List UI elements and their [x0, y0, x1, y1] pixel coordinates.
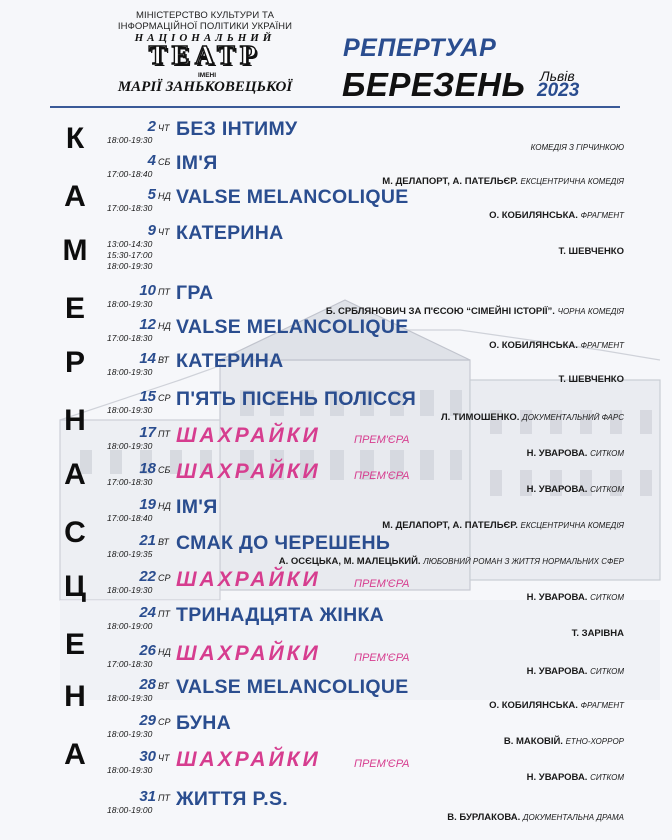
showtimes — [107, 135, 152, 146]
stage-letter: К — [65, 122, 85, 155]
showtime: 18:00-19:35 — [107, 549, 153, 559]
stage-letter: Н — [64, 680, 86, 713]
showtimes — [107, 765, 152, 776]
showtime: 18:00-19:30 — [107, 405, 153, 415]
play-title: КАТЕРИНА — [176, 350, 284, 372]
showtime: 17:00-18:30 — [107, 203, 153, 213]
author-genre-line — [489, 210, 624, 221]
date-block — [100, 712, 172, 730]
date-block — [100, 118, 172, 136]
date-block — [100, 388, 172, 406]
stage-letter: Ц — [64, 570, 86, 603]
showtime: 18:00-19:30 — [107, 135, 153, 145]
showtime: 18:00-19:30 — [107, 693, 153, 703]
premiere-label: ПРЕМ'ЄРА — [354, 434, 410, 446]
author-genre-line — [489, 700, 624, 711]
day-number: 28 — [139, 676, 156, 693]
author-genre-line — [279, 556, 624, 567]
author-name: Т. ШЕВЧЕНКО — [558, 246, 624, 257]
author-genre-line — [441, 412, 624, 423]
date-block — [100, 496, 172, 514]
genre-label: СИТКОМ — [590, 485, 624, 494]
ministry-line-2: ІНФОРМАЦІЙНОЇ ПОЛІТИКИ УКРАЇНИ — [117, 21, 293, 32]
play-title: БУНА — [176, 712, 232, 734]
day-number: 18 — [139, 460, 156, 477]
premiere-label: ПРЕМ'ЄРА — [354, 758, 410, 770]
day-number: 22 — [139, 568, 156, 585]
play-title: ІМ'Я — [176, 152, 218, 174]
showtimes — [107, 621, 152, 632]
play-title: КАТЕРИНА — [176, 222, 284, 244]
showtimes — [107, 729, 152, 740]
stage-letter: А — [64, 180, 86, 213]
genre-label: ДОКУМЕНТАЛЬНИЙ ФАРС — [522, 413, 624, 422]
day-number: 4 — [147, 152, 156, 169]
weekday-label: ПТ — [158, 287, 171, 297]
showtime: 13:00-14:30 — [107, 239, 153, 249]
day-number: 26 — [139, 642, 156, 659]
date-block — [100, 350, 172, 368]
author-genre-line — [382, 520, 624, 531]
play-title: ІМ'Я — [176, 496, 218, 518]
genre-label: СИТКОМ — [590, 593, 624, 602]
date-block — [100, 604, 172, 622]
date-block — [100, 788, 172, 806]
month-title: БЕРЕЗЕНЬ — [342, 66, 526, 103]
day-number: 10 — [139, 282, 156, 299]
play-title: П'ЯТЬ ПІСЕНЬ ПОЛІССЯ — [176, 388, 417, 410]
genre-label: ФРАГМЕНТ — [580, 701, 624, 710]
showtimes — [107, 513, 152, 524]
genre-label: СИТКОМ — [590, 773, 624, 782]
showtimes — [107, 549, 152, 560]
showtimes — [107, 477, 152, 488]
genre-label: КОМЕДІЯ З ГІРЧИНКОЮ — [530, 143, 624, 152]
genre-label: ЕКСЦЕНТРИЧНА КОМЕДІЯ — [520, 177, 624, 186]
genre-label: СИТКОМ — [590, 449, 624, 458]
author-name: В. БУРЛАКОВА. — [447, 812, 521, 823]
play-title: ШАХРАЙКИ — [176, 424, 321, 447]
showtime: 17:00-18:40 — [107, 513, 153, 523]
date-block — [100, 568, 172, 586]
author-name: М. ДЕЛАПОРТ, А. ПАТЕЛЬЄР. — [382, 176, 518, 187]
author-genre-line — [527, 772, 624, 783]
author-name: Л. ТИМОШЕНКО. — [440, 412, 520, 423]
play-title: ШАХРАЙКИ — [176, 568, 321, 591]
author-genre-line — [527, 484, 624, 495]
stage-letter: А — [64, 458, 86, 491]
play-title: ТРИНАДЦЯТА ЖІНКА — [176, 604, 385, 626]
play-title: ШАХРАЙКИ — [176, 642, 321, 665]
showtime: 18:00-19:30 — [107, 299, 153, 309]
weekday-label: НД — [158, 191, 171, 201]
day-number: 9 — [147, 222, 156, 239]
author-name: О. КОБИЛЯНСЬКА. — [489, 340, 578, 351]
weekday-label: ЧТ — [158, 123, 170, 133]
genre-label: ЕКСЦЕНТРИЧНА КОМЕДІЯ — [520, 521, 624, 530]
author-genre-line — [527, 592, 624, 603]
weekday-label: ПТ — [158, 429, 171, 439]
weekday-label: ПТ — [158, 793, 171, 803]
author-genre-line — [527, 666, 624, 677]
play-title: ШАХРАЙКИ — [176, 460, 321, 483]
showtimes — [107, 805, 152, 816]
play-title: VALSE MELANCOLIQUE — [176, 186, 409, 208]
author-name: Н. УВАРОВА. — [526, 484, 588, 495]
showtimes — [107, 169, 152, 180]
imeni-label: ІМЕНІ — [197, 72, 217, 79]
weekday-label: ВТ — [158, 355, 169, 365]
showtime: 18:00-19:30 — [107, 765, 153, 775]
day-number: 19 — [139, 496, 156, 513]
showtime: 18:00-19:30 — [107, 729, 153, 739]
date-block — [100, 152, 172, 170]
genre-label: ФРАГМЕНТ — [580, 341, 624, 350]
showtime: 18:00-19:30 — [107, 441, 153, 451]
author-name: Т. ШЕВЧЕНКО — [558, 374, 624, 385]
date-block — [100, 532, 172, 550]
author-genre-line — [527, 448, 624, 459]
day-number: 17 — [139, 424, 156, 441]
author-name: Т. ЗАРІВНА — [571, 628, 624, 639]
showtime: 17:00-18:30 — [107, 333, 153, 343]
showtime: 17:00-18:30 — [107, 659, 153, 669]
date-block — [100, 222, 172, 240]
weekday-label: СБ — [158, 157, 171, 167]
play-title: VALSE MELANCOLIQUE — [176, 676, 409, 698]
author-name: О. КОБИЛЯНСЬКА. — [489, 210, 578, 221]
showtime: 18:00-19:00 — [107, 621, 153, 631]
author-genre-line — [572, 628, 624, 639]
weekday-label: СР — [158, 393, 171, 403]
stage-letter: Е — [64, 292, 85, 325]
showtimes — [107, 585, 152, 596]
showtimes — [107, 367, 152, 378]
weekday-label: СБ — [158, 465, 171, 475]
theatre-logo-text: ТЕАТР — [148, 40, 262, 70]
author-genre-line — [531, 142, 624, 153]
author-genre-line — [382, 176, 624, 187]
genre-label: ЕТНО-ХОРРОР — [565, 737, 624, 746]
author-name: М. ДЕЛАПОРТ, А. ПАТЕЛЬЄР. — [382, 520, 518, 531]
play-title: ЖИТТЯ P.S. — [176, 788, 288, 810]
stage-letter: Н — [64, 404, 86, 437]
showtimes — [107, 239, 152, 272]
date-block — [100, 186, 172, 204]
theatre-name: МАРІЇ ЗАНЬКОВЕЦЬКОЇ — [117, 79, 293, 95]
date-block — [100, 460, 172, 478]
day-number: 12 — [139, 316, 156, 333]
day-number: 5 — [147, 186, 156, 203]
stage-letter: Р — [64, 346, 85, 379]
author-genre-line — [559, 246, 624, 257]
premiere-label: ПРЕМ'ЄРА — [354, 652, 410, 664]
author-genre-line — [447, 812, 624, 823]
author-genre-line — [504, 736, 624, 747]
date-block — [100, 676, 172, 694]
showtime: 17:00-18:40 — [107, 169, 153, 179]
ministry-line-1: МІНІСТЕРСТВО КУЛЬТУРИ ТА — [135, 10, 275, 21]
author-name: В. МАКОВІЙ. — [503, 736, 563, 747]
date-block — [100, 748, 172, 766]
premiere-label: ПРЕМ'ЄРА — [354, 470, 410, 482]
author-name: А. ОСЄЦЬКА, М. МАЛЕЦЬКИЙ. — [278, 556, 421, 567]
showtime: 18:00-19:30 — [107, 367, 153, 377]
showtimes — [107, 333, 152, 344]
stage-letter: А — [64, 738, 86, 771]
stage-letter: Е — [64, 628, 85, 661]
play-title: БЕЗ ІНТИМУ — [176, 118, 298, 140]
showtime: 18:00-19:00 — [107, 805, 153, 815]
showtime: 17:00-18:30 — [107, 477, 153, 487]
play-title: СМАК ДО ЧЕРЕШЕНЬ — [176, 532, 391, 554]
weekday-label: ЧТ — [158, 227, 170, 237]
author-name: Н. УВАРОВА. — [526, 448, 588, 459]
weekday-label: ВТ — [158, 681, 169, 691]
play-title: ГРА — [176, 282, 214, 304]
showtimes — [107, 693, 152, 704]
showtimes — [107, 299, 152, 310]
author-genre-line — [489, 340, 624, 351]
day-number: 30 — [139, 748, 156, 765]
showtimes — [107, 441, 152, 452]
date-block — [100, 642, 172, 660]
author-name: Н. УВАРОВА. — [526, 772, 588, 783]
showtimes — [107, 659, 152, 670]
weekday-label: СР — [158, 717, 171, 727]
weekday-label: ЧТ — [158, 753, 170, 763]
premiere-label: ПРЕМ'ЄРА — [354, 578, 410, 590]
date-block — [100, 316, 172, 334]
weekday-label: НД — [158, 321, 171, 331]
author-name: Н. УВАРОВА. — [526, 666, 588, 677]
national-label: НАЦІОНАЛЬНИЙ — [134, 32, 276, 44]
author-name: Н. УВАРОВА. — [526, 592, 588, 603]
author-name: О. КОБИЛЯНСЬКА. — [489, 700, 578, 711]
day-number: 2 — [147, 118, 156, 135]
year-label: 2023 — [537, 80, 580, 101]
genre-label: ЧОРНА КОМЕДІЯ — [557, 307, 624, 316]
showtime: 18:00-19:30 — [107, 585, 153, 595]
day-number: 24 — [139, 604, 156, 621]
stage-letter: М — [62, 234, 88, 267]
author-genre-line — [559, 374, 624, 385]
day-number: 14 — [139, 350, 156, 367]
day-number: 15 — [139, 388, 156, 405]
day-number: 31 — [139, 788, 156, 805]
showtimes — [107, 405, 152, 416]
play-title: VALSE MELANCOLIQUE — [176, 316, 409, 338]
weekday-label: ВТ — [158, 537, 169, 547]
weekday-label: ПТ — [158, 609, 171, 619]
genre-label: ФРАГМЕНТ — [580, 211, 624, 220]
play-title: ШАХРАЙКИ — [176, 748, 321, 771]
stage-letter: С — [64, 516, 86, 549]
genre-label: ДОКУМЕНТАЛЬНА ДРАМА — [522, 813, 624, 822]
repertoire-title: РЕПЕРТУАР — [343, 34, 497, 62]
date-block — [100, 282, 172, 300]
showtime: 15:30-17:00 — [107, 250, 153, 260]
day-number: 29 — [139, 712, 156, 729]
weekday-label: НД — [158, 501, 171, 511]
showtime: 18:00-19:30 — [107, 261, 153, 271]
genre-label: СИТКОМ — [590, 667, 624, 676]
author-name: Б. СРБЛЯНОВИЧ ЗА П'ЄСОЮ “СІМЕЙНІ ІСТОРІЇ”. — [325, 306, 555, 317]
city-label: Львів — [540, 68, 575, 84]
day-number: 21 — [139, 532, 156, 549]
date-block — [100, 424, 172, 442]
genre-label: ЛЮБОВНИЙ РОМАН З ЖИТТЯ НОРМАЛЬНИХ СФЕР — [423, 557, 624, 566]
weekday-label: СР — [158, 573, 171, 583]
showtimes — [107, 203, 152, 214]
weekday-label: НД — [158, 647, 171, 657]
